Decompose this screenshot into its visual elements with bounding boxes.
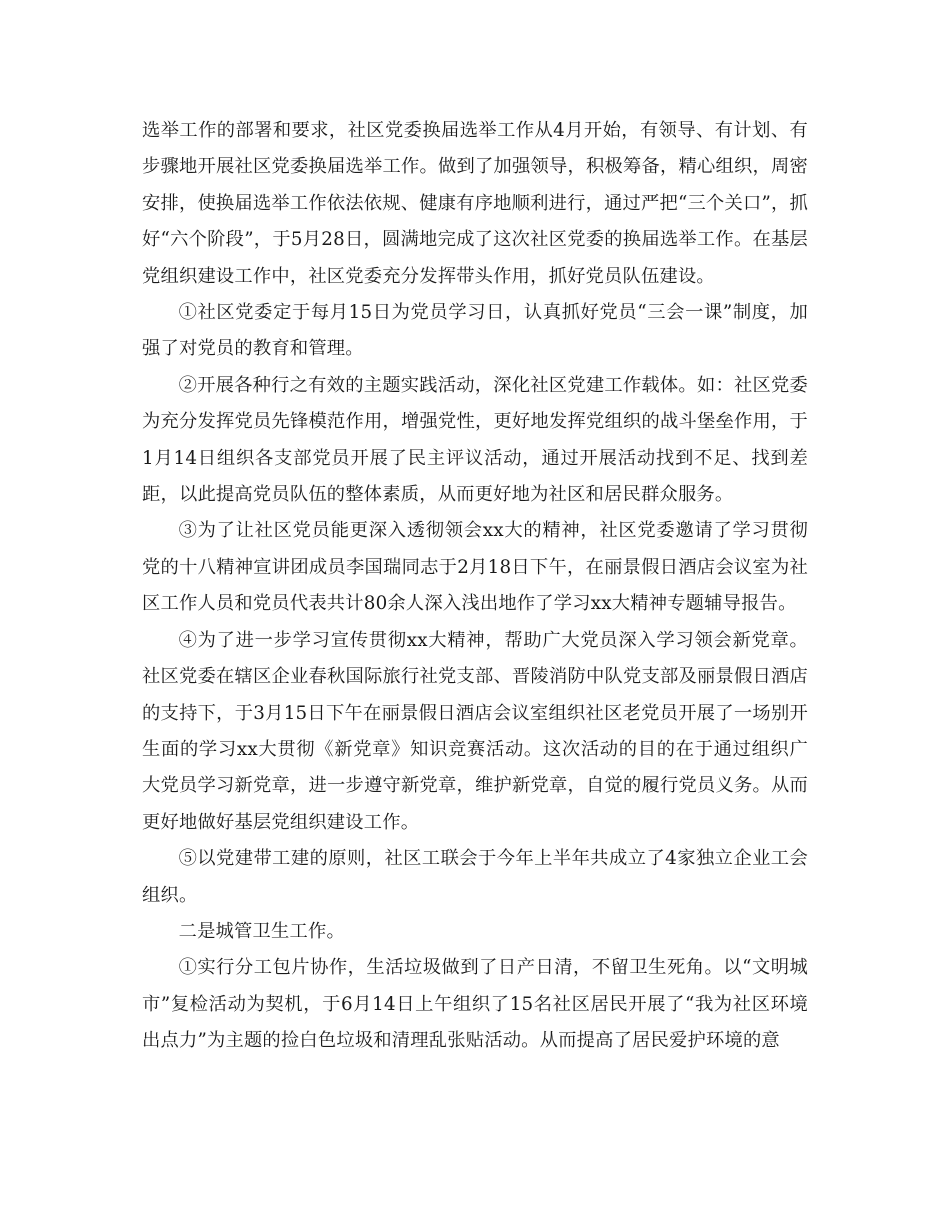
document-page (142, 113, 808, 1060)
paragraph-item-3-lecture: ③为了让社区党员能更深入透彻领会xx大的精神，社区党委邀请了学习贯彻党的十八精神宣讲团成员李国瑞同志于2月18日下午，在丽景假日酒店会议室为社区工作人员和党员代表共计80余人深入浅出地作了学习xx大精神专题辅导报告。 (142, 520, 808, 615)
paragraph-election-work: 选举工作的部署和要求，社区党委换届选举工作从4月开始，有领导、有计划、有步骤地开展社区党委换届选举工作。做到了加强领导，积极筹备，精心组织，周密安排，使换届选举工作依法依规、健康有序地顺利进行，通过严把“三个关口”，抓好“六个阶段”，于5月28日，圆满地完成了这次社区党委的换届选举工作。在基层党组织建设工作中，社区党委充分发挥带头作用，抓好党员队伍建设。 (142, 120, 808, 287)
paragraph-sanitation-item-1: ①实行分工包片协作，生活垃圾做到了日产日清，不留卫生死角。以“文明城市”复检活动为契机，于6月14日上午组织了15名社区居民开展了“我为社区环境出点力”为主题的捡白色垃圾和清理乱张贴活动。从而提高了居民爱护环境的意 (142, 957, 808, 1052)
section-heading-sanitation: 二是城管卫生工作。 (178, 920, 345, 942)
paragraph-item-2-practice-activities: ②开展各种行之有效的主题实践活动，深化社区党建工作载体。如：社区党委为充分发挥党员先锋模范作用，增强党性，更好地发挥党组织的战斗堡垒作用，于1月14日组织各支部党员开展了民主评议活动，通过开展活动找到不足、找到差距，以此提高党员队伍的整体素质，从而更好地为社区和居民群众服务。 (142, 374, 808, 506)
paragraph-item-1-study-day: ①社区党委定于每月15日为党员学习日，认真抓好党员“三会一课”制度，加强了对党员的教育和管理。 (142, 302, 808, 360)
paragraph-item-4-quiz: ④为了进一步学习宣传贯彻xx大精神，帮助广大党员深入学习领会新党章。社区党委在辖区企业春秋国际旅行社党支部、晋陵消防中队党支部及丽景假日酒店的支持下，于3月15日下午在丽景假日酒店会议室组织社区老党员开展了一场别开生面的学习xx大贯彻《新党章》知识竞赛活动。这次活动的目的在于通过组织广大党员学习新党章，进一步遵守新党章，维护新党章，自觉的履行党员义务。从而更好地做好基层党组织建设工作。 (142, 629, 808, 833)
paragraph-item-5-unions: ⑤以党建带工建的原则，社区工联会于今年上半年共成立了4家独立企业工会组织。 (142, 848, 808, 906)
